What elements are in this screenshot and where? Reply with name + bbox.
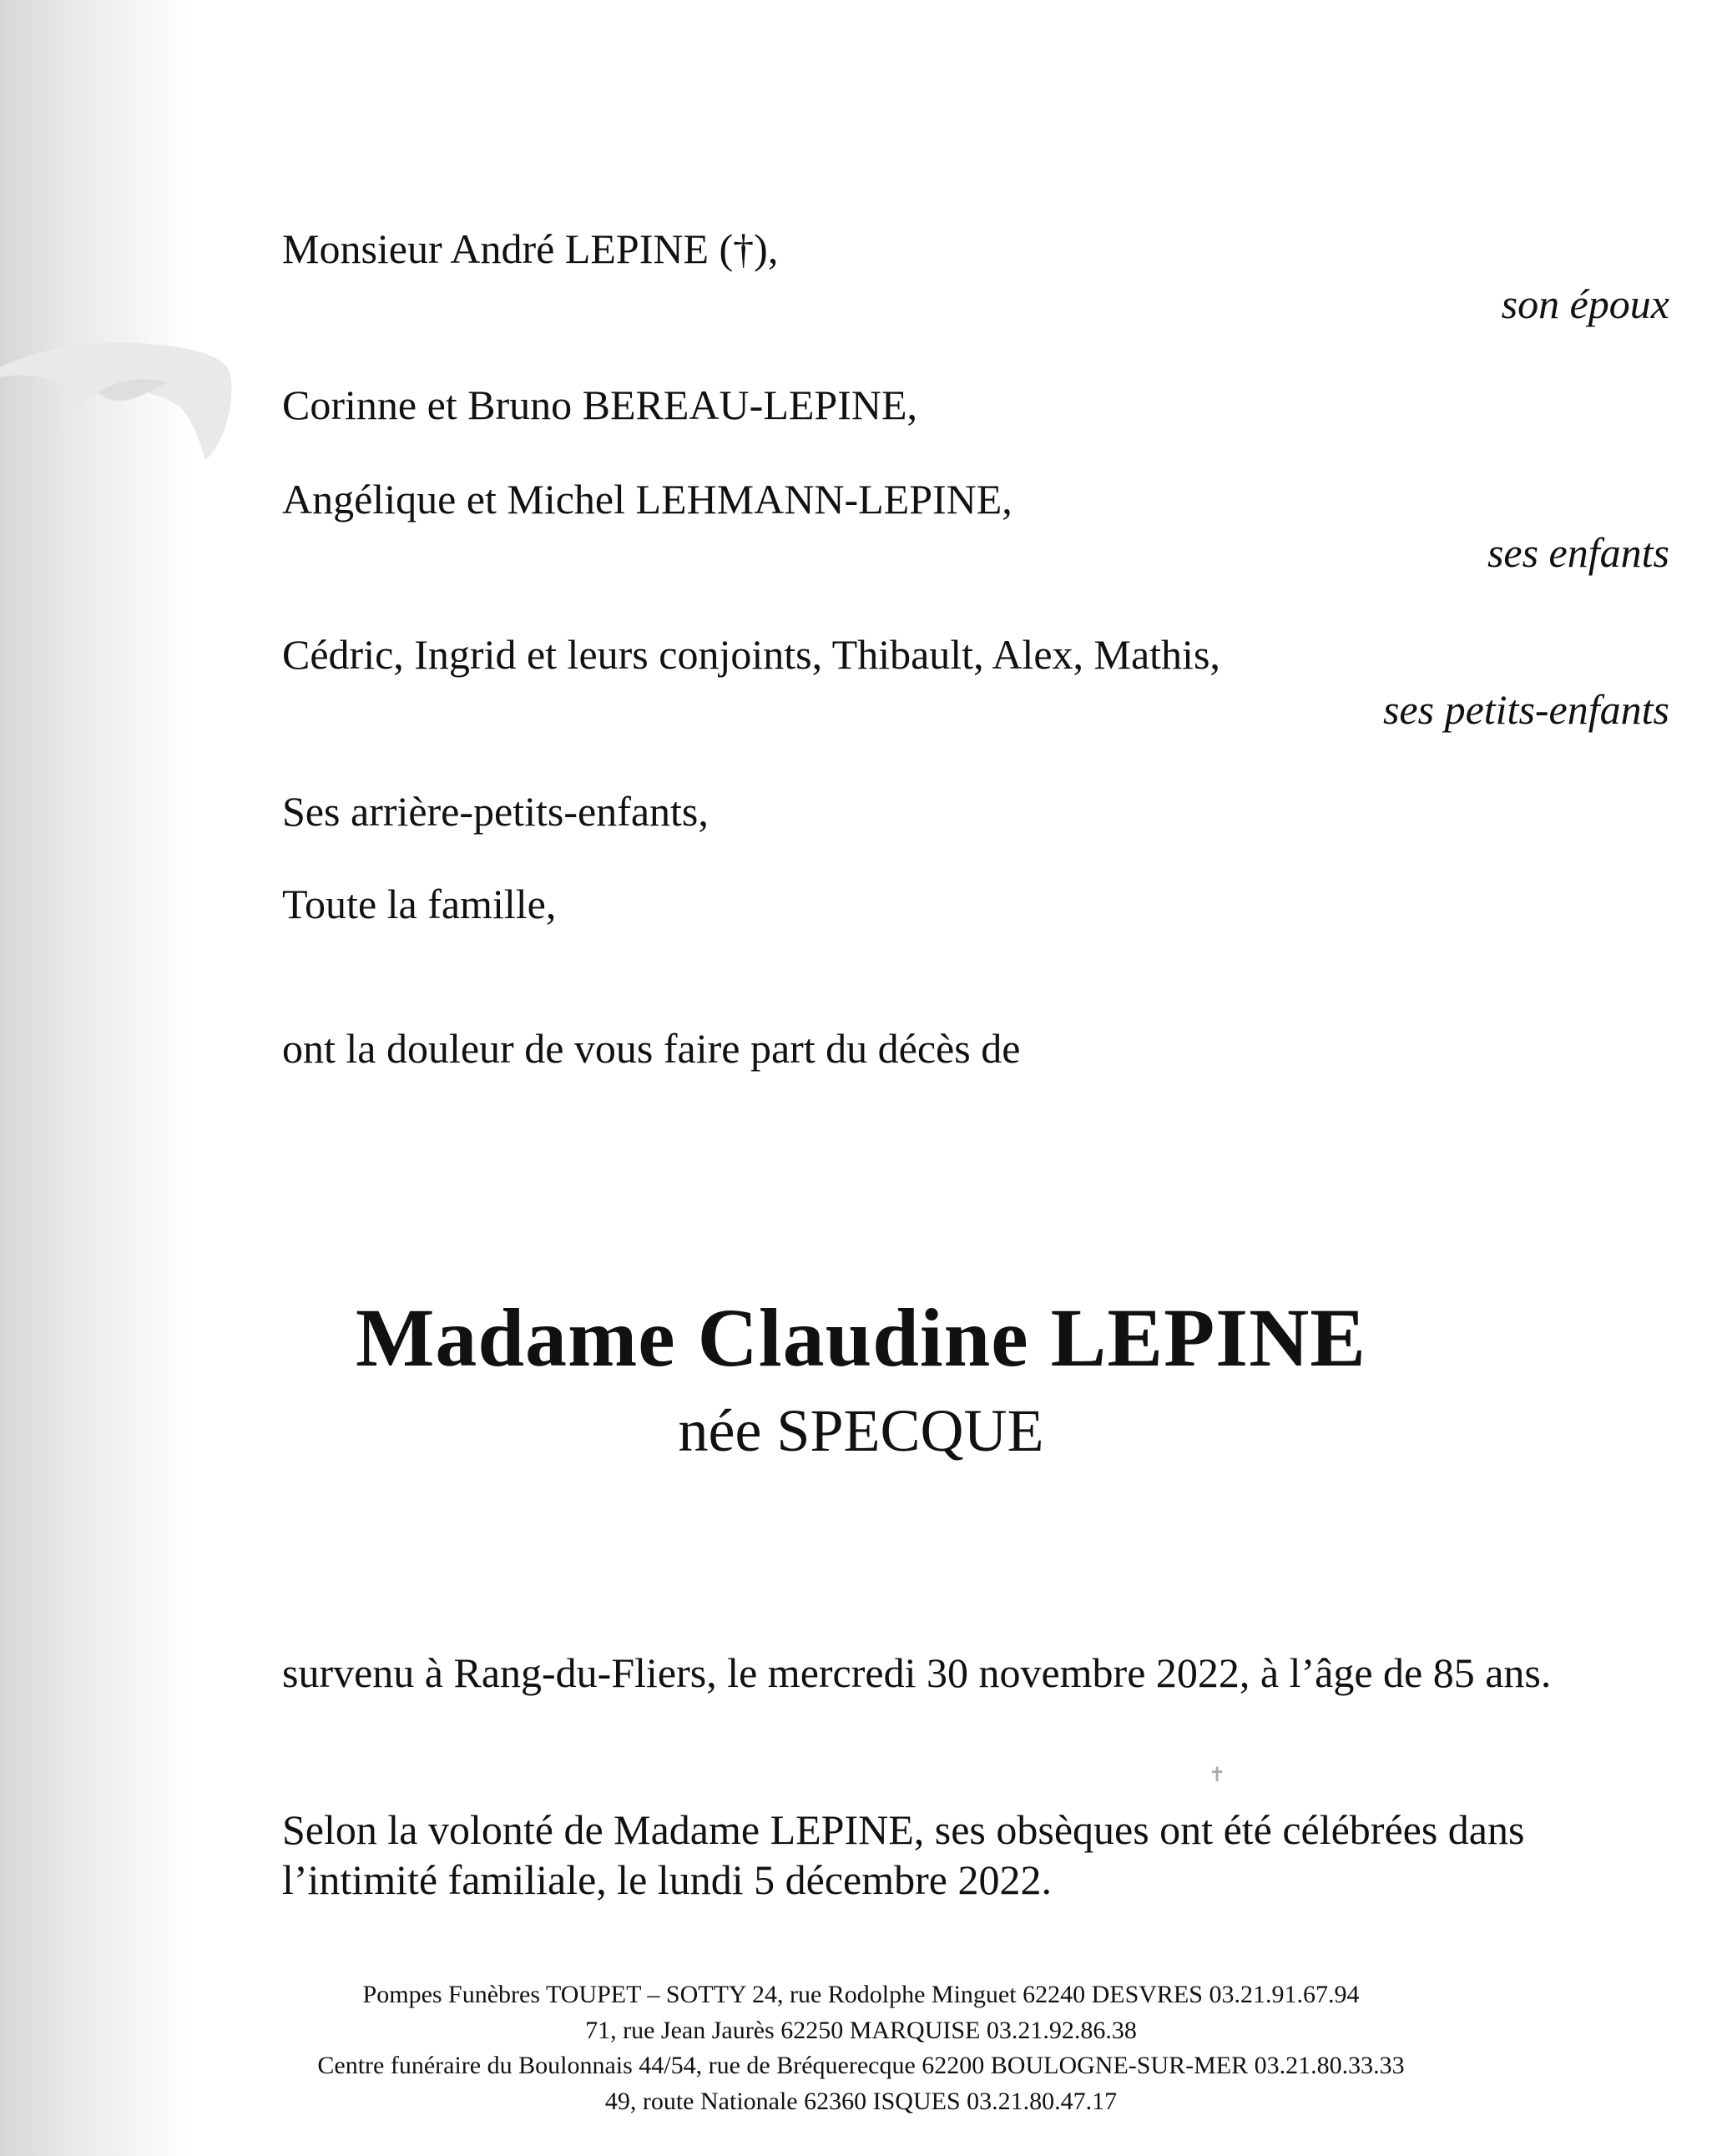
deceased-name: Madame Claudine LEPINE (355, 1291, 1366, 1384)
grandchildren-names: Cédric, Ingrid et leurs conjoints, Thibault, Alex, Mathis, (282, 631, 1220, 678)
footer-line-3: Centre funéraire du Boulonnais 44/54, rue de Bréquerecque 62200 BOULOGNE-SUR-MER 03.21.80.33.33 (317, 2052, 1405, 2079)
children-role: ses enfants (1487, 529, 1669, 576)
great-grandchildren: Ses arrière-petits-enfants, (282, 788, 709, 835)
funeral-note: Selon la volonté de Madame LEPINE, ses obsèques ont été célébrées dans l’intimité familiale, le lundi 5 décembre 2022. (282, 1806, 1525, 1903)
small-cross-icon: ✝ (1209, 1765, 1226, 1786)
footer-line-2: 71, rue Jean Jaurès 62250 MARQUISE 03.21.92.86.38 (585, 2017, 1137, 2044)
announcement-text: ont la douleur de vous faire part du décès de (282, 1025, 1021, 1072)
spouse-name: Monsieur André LEPINE (†), (282, 225, 779, 272)
footer-line-4: 49, route Nationale 62360 ISQUES 03.21.80.47.17 (604, 2088, 1118, 2115)
spouse-role: son époux (1501, 280, 1669, 327)
child-name-1: Corinne et Bruno BEREAU-LEPINE, (282, 381, 918, 428)
whole-family: Toute la famille, (282, 881, 557, 927)
grandchildren-role: ses petits-enfants (1382, 686, 1669, 733)
footer-line-1: Pompes Funèbres TOUPET – SOTTY 24, rue Rodolphe Minguet 62240 DESVRES 03.21.91.67.94 (362, 1981, 1360, 2008)
dove-watermark-icon (0, 317, 250, 484)
death-details: survenu à Rang-du-Fliers, le mercredi 30 novembre 2022, à l’âge de 85 ans. (282, 1649, 1552, 1696)
child-name-2: Angélique et Michel LEHMANN-LEPINE, (282, 476, 1012, 523)
deceased-maiden-name: née SPECQUE (678, 1397, 1044, 1464)
